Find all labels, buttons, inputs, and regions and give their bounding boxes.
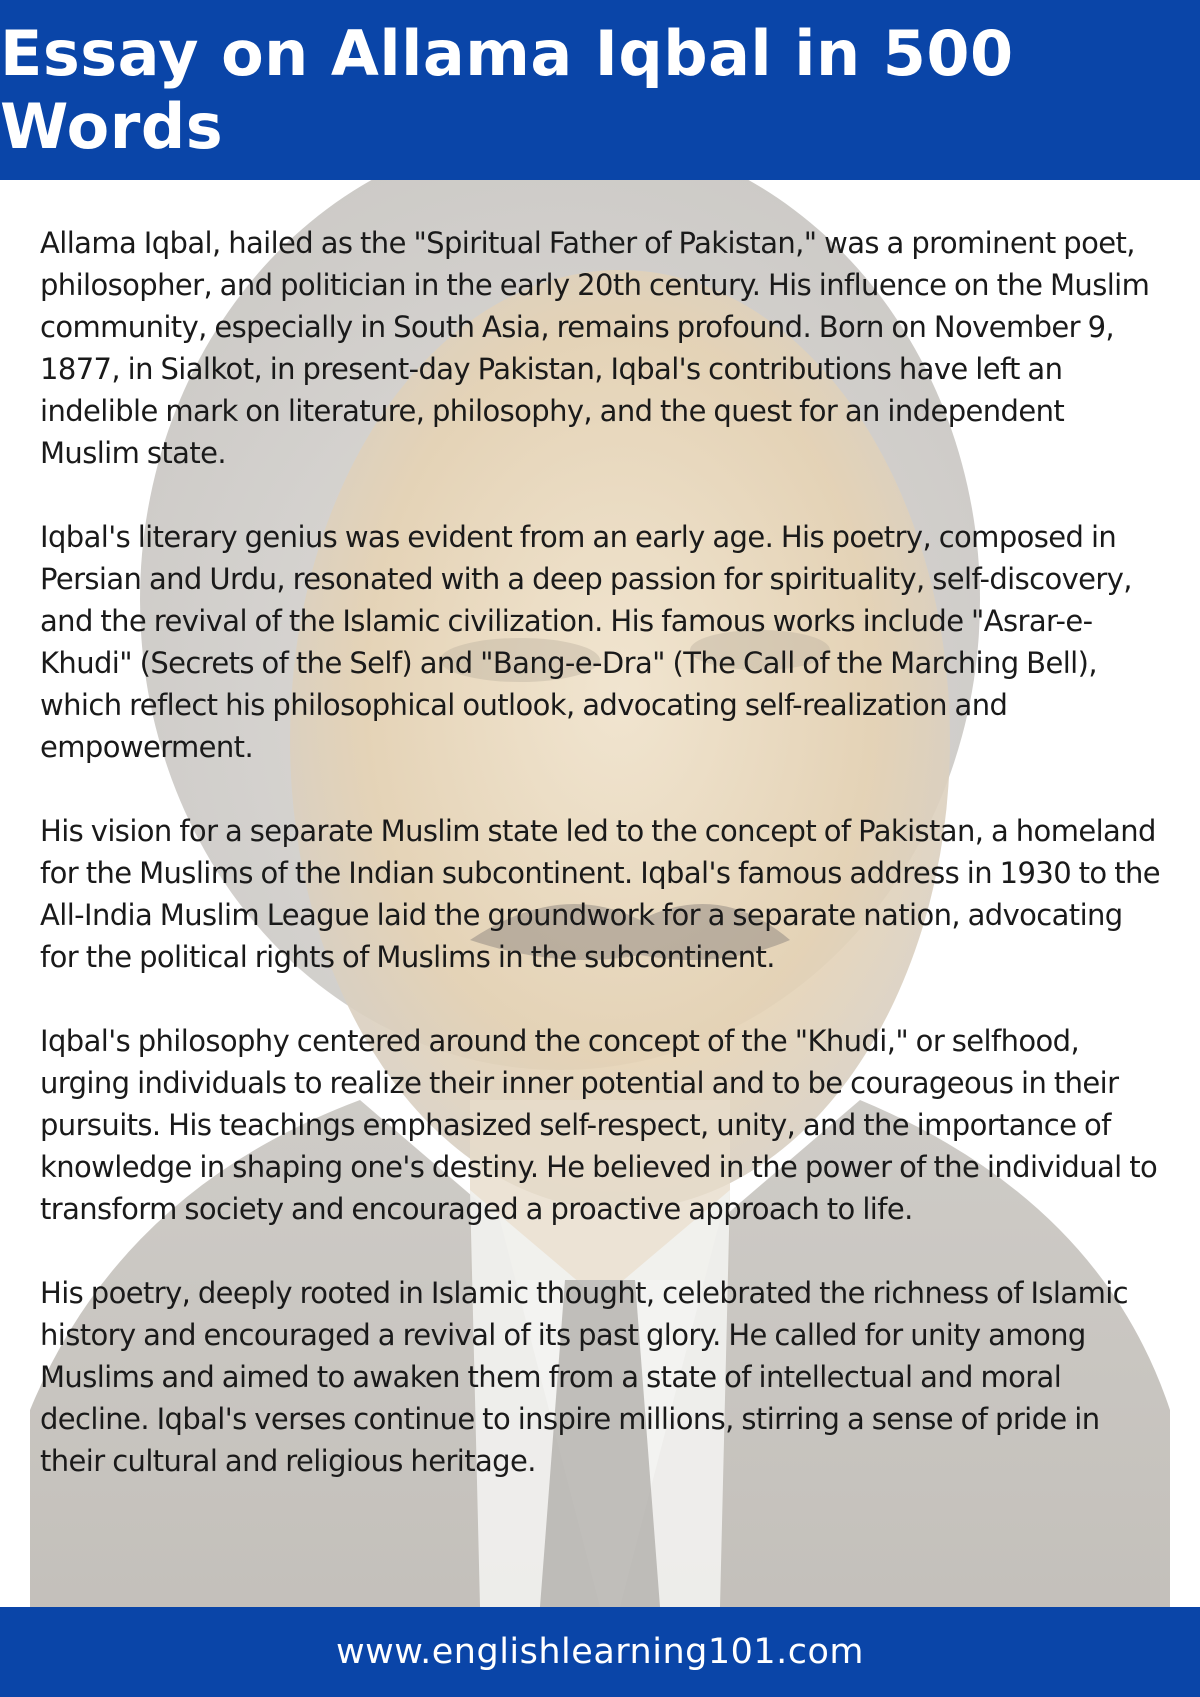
website-url[interactable]: www.englishlearning101.com [335, 1632, 865, 1672]
essay-paragraph-3: His vision for a separate Muslim state led to the concept of Pakistan, a homeland for the Muslims of the Indian subcontinent. Iqbal's famous address in 1930 to the All-India Muslim League laid the groundwork for a separate nation, advocating for the political rights of Muslims in the subcontinent. [40, 814, 1160, 974]
essay-content [0, 180, 1200, 1607]
essay-body [0, 180, 1200, 1482]
page-header [0, 0, 1200, 180]
page-title: Essay on Allama Iqbal in 500 Words [0, 17, 1014, 163]
essay-paragraph-2: Iqbal's literary genius was evident from an early age. His poetry, composed in Persian and Urdu, resonated with a deep passion for spirituality, self-discovery, and the revival of the Islamic civilization. His famous works include "Asrar-e-Khudi" (Secrets of the Self) and "Bang-e-Dra" (The Call of the Marching Bell), which reflect his philosophical outlook, advocating self-realization and empowerment. [40, 520, 1132, 764]
page-footer [0, 1607, 1200, 1697]
essay-paragraph-5: His poetry, deeply rooted in Islamic thought, celebrated the richness of Islamic history and encouraged a revival of its past glory. He called for unity among Muslims and aimed to awaken them from a state of intellectual and moral decline. Iqbal's verses continue to inspire millions, stirring a sense of pride in their cultural and religious heritage. [40, 1276, 1129, 1478]
essay-paragraph-4: Iqbal's philosophy centered around the concept of the "Khudi," or selfhood, urging individuals to realize their inner potential and to be courageous in their pursuits. His teachings emphasized self-respect, unity, and the importance of knowledge in shaping one's destiny. He believed in the power of the individual to transform society and encouraged a proactive approach to life. [40, 1024, 1158, 1226]
essay-paragraph-1: Allama Iqbal, hailed as the "Spiritual Father of Pakistan," was a prominent poet, philosopher, and politician in the early 20th century. His influence on the Muslim community, especially in South Asia, remains profound. Born on November 9, 1877, in Sialkot, in present-day Pakistan, Iqbal's contributions have left an indelible mark on literature, philosophy, and the quest for an independent Muslim state. [40, 226, 1150, 470]
